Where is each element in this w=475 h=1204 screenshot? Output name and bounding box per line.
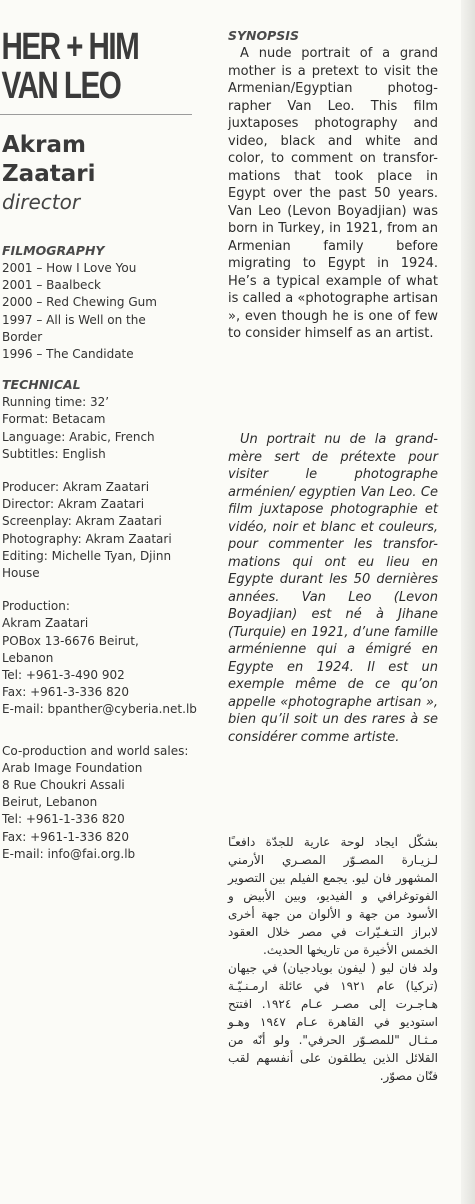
synopsis-heading: SYNOPSIS <box>228 28 299 43</box>
coproduction-section <box>0 743 200 863</box>
production-email: E-mail: bpanther@cyberia.net.lb <box>2 702 197 717</box>
production-line: Akram Zaatari <box>2 616 89 631</box>
director-name <box>2 131 200 189</box>
coproduction-line: Tel: +961-1-336 820 <box>2 812 125 827</box>
filmography-item: 1997 – All is Well on the <box>2 312 146 327</box>
technical-item: Running time: 32’ <box>2 395 110 410</box>
synopsis-arabic <box>228 833 438 1085</box>
synopsis-french: Un portrait nu de la grand-mère sert de prétexte pour visiter le photographe arménien/ egyptien Van Leo. Ce film juxtapose photographie et vidéo, noir et blanc et couleurs, pour commenter les transfor-mations qui ont eu lieu en Egypte durant les 50 dernières années. Van Leo (Levon Boyadjian) est né à Jihane (Turquie) en 1921, d’une famille arménienne qui a émigré en Egypte en 1924. Il est un exemple même de ce qu’on appelle «photographe artisan », bien qu’il soit un des rares à se considérer comme artiste. <box>228 432 438 745</box>
production-line: Lebanon <box>2 650 54 665</box>
filmography-heading: FILMOGRAPHY <box>2 243 105 258</box>
filmography-item: 2000 – Red Chewing Gum <box>2 295 157 310</box>
credit-line: Photography: Akram Zaatari <box>2 531 172 546</box>
filmography-item: 2001 – Baalbeck <box>2 278 101 293</box>
technical-heading: TECHNICAL <box>2 377 81 393</box>
credit-line: Director: Akram Zaatari <box>2 497 145 512</box>
synopsis-arabic-paragraph-1: بشكّل ايجاد لوحة عارية للجدّة دافعـًا لـزيـارة المصـوّر المصـري الأرمني المشهور فان ليو. يجمع الفيلم بين التصوير الفوتوغرافي و الفيديو، وبين الأبيض و الأسود من جهة و الألوان من جهة أخرى لابراز التـغـيّرات في مصر خلال العقود الخمس الأخيرة من تاريخها الحديث. <box>228 835 438 957</box>
director-first-name: Akram <box>2 132 86 158</box>
coproduction-line: Arab Image Foundation <box>2 760 143 775</box>
synopsis-arabic-paragraph-2: ولد فان ليو ( ليفون بويادجيان) في جيهان (تركيا) عام ١٩٢١ في عائلة ارمـنـيّـة هـاجـرت إلى مصـر عـام ١٩٢٤. افتتح استوديو في القاهرة عـام ١٩٤٧ وهـو مـثـال "للمصـوّر الحرفي". ولو أنّه من القلائل الذين يطلقون على أنفسهم لقب فنّان مصوّر. <box>228 961 438 1083</box>
credits-section <box>0 479 200 582</box>
credit-line: House <box>2 566 40 581</box>
technical-section <box>0 377 200 463</box>
technical-item: Subtitles: English <box>2 446 106 461</box>
filmography-item: 1996 – The Candidate <box>2 347 134 362</box>
film-title <box>0 28 156 106</box>
coproduction-email: E-mail: info@fai.org.lb <box>2 846 136 861</box>
coproduction-line: Fax: +961-1-336 820 <box>2 829 129 844</box>
coproduction-line: Co-production and world sales: <box>2 743 189 758</box>
director-role: director <box>2 190 81 214</box>
film-title-line-2: VAN LEO <box>1 65 121 107</box>
film-title-line-1: HER + HIM <box>1 26 139 68</box>
technical-item: Format: Betacam <box>2 412 106 427</box>
synopsis-english: A nude portrait of a grand mother is a pretext to visit the Armenian/Egyptian photog-rapher Van Leo. This film juxtaposes photography and video, black and white and color, to comment on transfor-mations that took place in Egypt over the past 50 years. Van Leo (Levon Boyadjian) was born in Turkey, in 1921, from an Armenian family before migrating to Egypt in 1924. He’s a typical example of what is called a «photographe artisan », even though he is one of few to consider himself as an artist. <box>228 46 438 341</box>
title-divider <box>0 114 192 115</box>
coproduction-line: 8 Rue Choukri Assali <box>2 778 125 793</box>
credit-line: Editing: Michelle Tyan, Djinn <box>2 548 172 563</box>
director-last-name: Zaatari <box>2 161 96 187</box>
production-line: Tel: +961-3-490 902 <box>2 668 125 683</box>
credit-line: Screenplay: Akram Zaatari <box>2 514 162 529</box>
production-line: POBox 13-6676 Beirut, <box>2 633 139 648</box>
synopsis-column <box>228 28 438 1083</box>
filmography-item: 2001 – How I Love You <box>2 261 137 275</box>
film-info-column <box>0 28 200 863</box>
scan-page-edge <box>461 0 475 1204</box>
filmography-section <box>0 243 200 363</box>
filmography-item: Border <box>2 329 43 344</box>
production-section <box>0 598 200 718</box>
production-line: Production: <box>2 599 70 614</box>
credit-line: Producer: Akram Zaatari <box>2 480 150 495</box>
technical-item: Language: Arabic, French <box>2 429 155 444</box>
production-line: Fax: +961-3-336 820 <box>2 685 129 700</box>
coproduction-line: Beirut, Lebanon <box>2 795 98 810</box>
